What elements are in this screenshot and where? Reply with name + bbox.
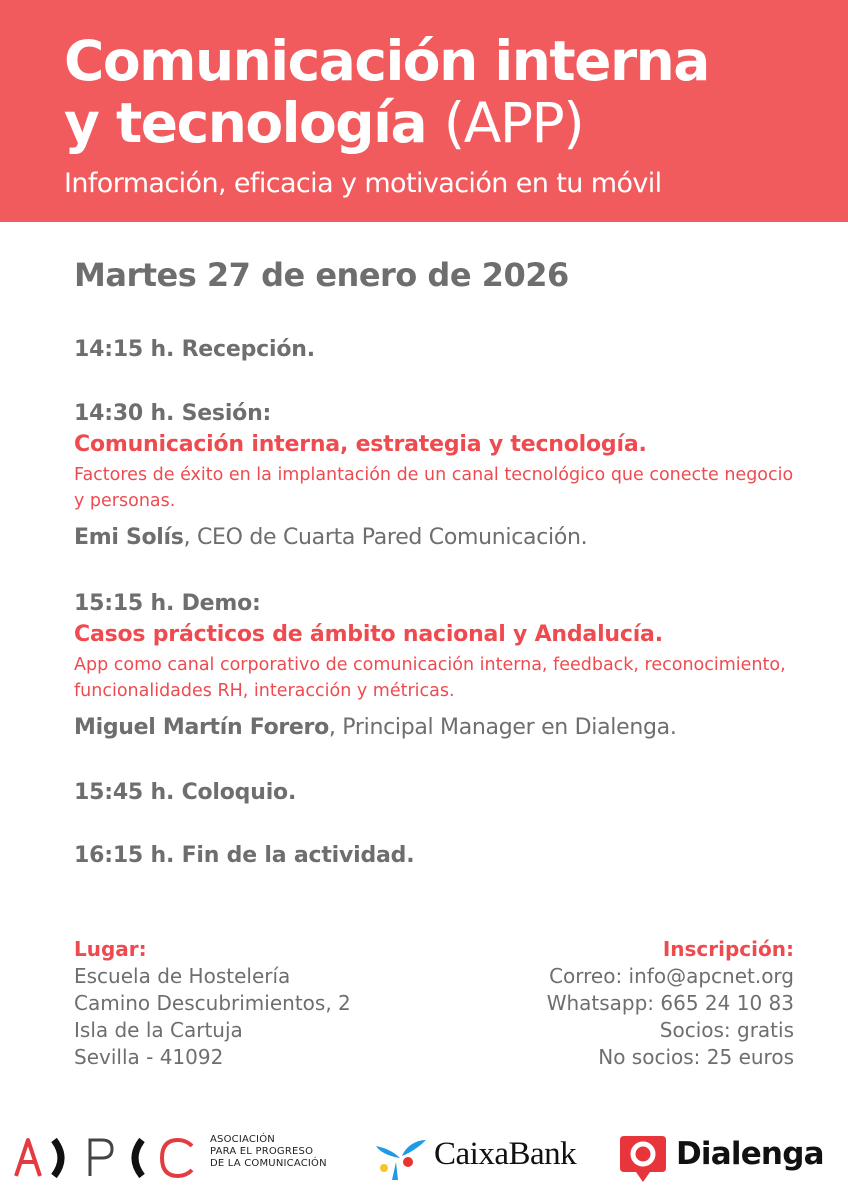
speaker-role: , Principal Manager en Dialenga. [328, 715, 677, 740]
agenda-colloquium: 15:45 h. Coloquio. [74, 780, 297, 805]
venue-line: Escuela de Hostelería [74, 964, 291, 988]
agenda-end: 16:15 h. Fin de la actividad. [74, 843, 415, 868]
caixabank-star-icon [372, 1132, 430, 1184]
event-date: Martes 27 de enero de 2026 [74, 256, 569, 294]
venue-block [74, 936, 351, 1071]
apc-full-name [210, 1134, 327, 1170]
registration-whatsapp[interactable]: Whatsapp: 665 24 10 83 [546, 991, 794, 1015]
title-line-2: y tecnología [64, 91, 427, 155]
apc-logo [14, 1132, 204, 1182]
venue-line: Isla de la Cartuja [74, 1018, 243, 1042]
apc-text-line: ASOCIACIÓN [210, 1134, 275, 1145]
registration-members-price: Socios: gratis [659, 1018, 794, 1042]
registration-label: Inscripción: [662, 937, 794, 961]
page-title [64, 30, 844, 154]
dialenga-logo-icon [618, 1132, 668, 1184]
agenda-demo-title: Casos prácticos de ámbito nacional y Andalucía. [74, 622, 663, 647]
title-line-1: Comunicación interna [64, 29, 709, 93]
sponsor-footer [0, 1120, 848, 1200]
agenda-session-description: Factores de éxito en la implantación de un canal tecnológico que conecte negocio y personas. [74, 465, 794, 511]
registration-nonmembers-price: No socios: 25 euros [598, 1045, 794, 1069]
venue-line: Sevilla - 41092 [74, 1045, 224, 1069]
dialenga-logo-text: Dialenga [676, 1136, 824, 1172]
page-subtitle: Información, eficacia y motivación en tu móvil [64, 168, 662, 199]
registration-block [547, 936, 794, 1071]
speaker-role: , CEO de Cuarta Pared Comunicación. [183, 525, 588, 550]
agenda-reception: 14:15 h. Recepción. [74, 337, 315, 362]
header-banner [0, 0, 848, 222]
agenda-demo-description: App como canal corporativo de comunicación interna, feedback, reconocimiento, funcionalidades RH, interacción y métricas. [74, 655, 786, 701]
agenda-session-title: Comunicación interna, estrategia y tecnología. [74, 432, 647, 457]
apc-text-line: PARA EL PROGRESO [210, 1146, 314, 1157]
agenda-demo-speaker [74, 715, 677, 740]
caixabank-logo-text: CaixaBank [434, 1136, 577, 1172]
apc-text-line: DE LA COMUNICACIÓN [210, 1158, 327, 1169]
venue-line: Camino Descubrimientos, 2 [74, 991, 351, 1015]
speaker-name: Emi Solís [74, 525, 184, 550]
agenda-session-speaker [74, 525, 587, 550]
venue-label: Lugar: [74, 937, 147, 961]
registration-email[interactable]: Correo: info@apcnet.org [549, 964, 794, 988]
title-app-label: (APP) [443, 91, 584, 155]
speaker-name: Miguel Martín Forero [74, 715, 329, 740]
agenda-demo-time: 15:15 h. Demo: [74, 591, 261, 616]
agenda-session-time: 14:30 h. Sesión: [74, 401, 272, 426]
